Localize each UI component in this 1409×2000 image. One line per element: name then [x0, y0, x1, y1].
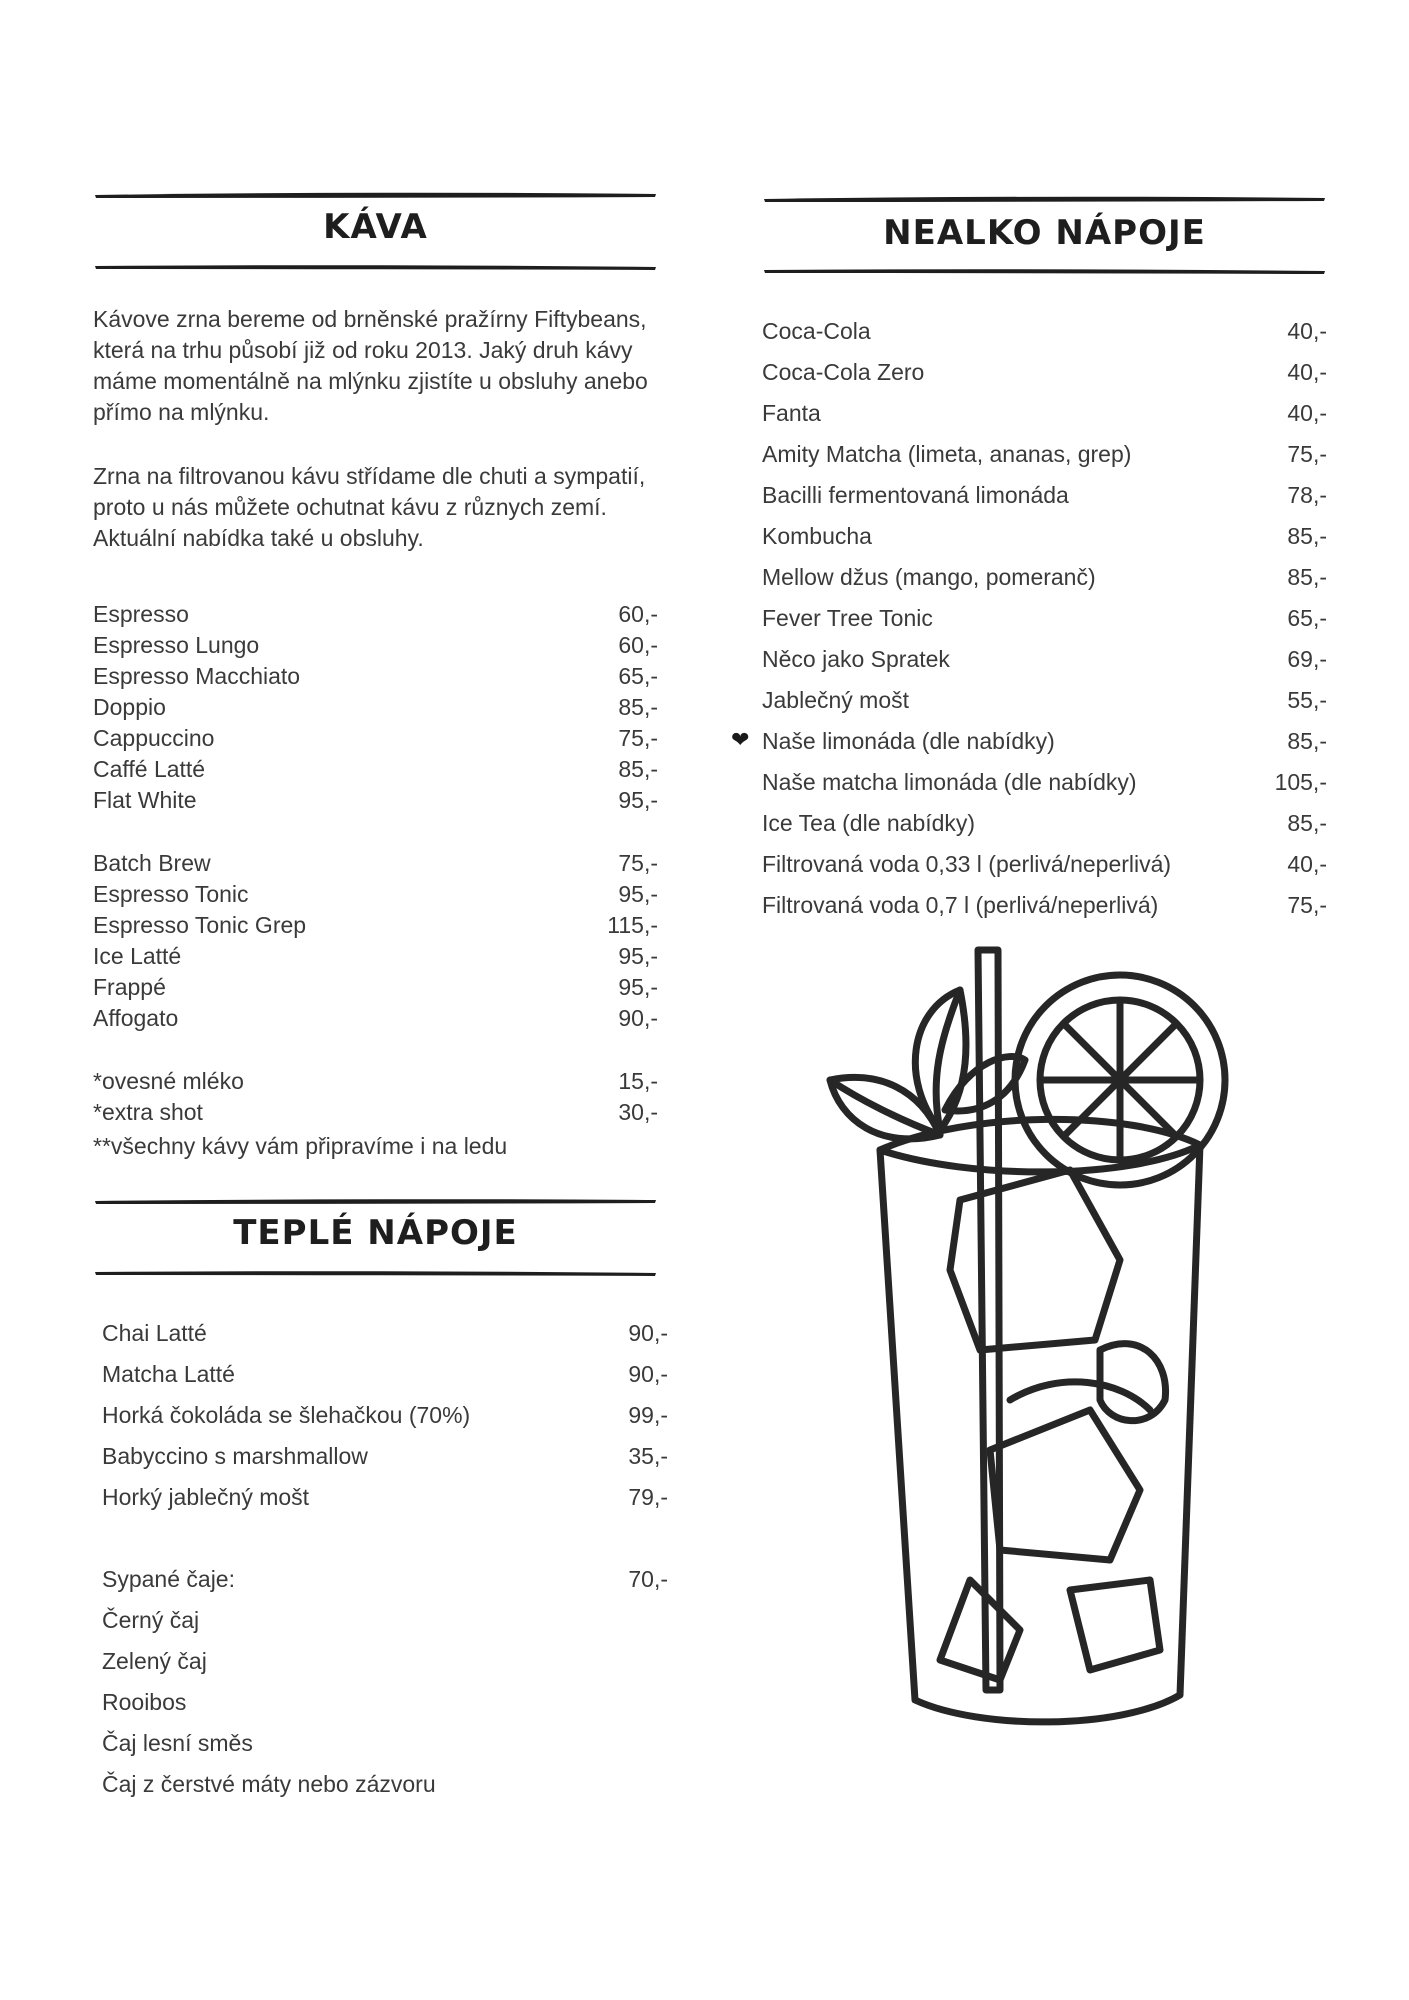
menu-item: [93, 1007, 658, 1030]
item-name: Kombucha: [762, 523, 872, 549]
item-name: Babyccino s marshmallow: [102, 1443, 368, 1469]
intro-line: máme momentálně na mlýnku zjistíte u obsluhy anebo: [93, 368, 648, 394]
tea-item: Čaj z čerstvé máty nebo zázvoru: [102, 1771, 436, 1797]
item-price: 85,-: [1287, 810, 1327, 836]
item-name: Mellow džus (mango, pomeranč): [762, 564, 1096, 590]
intro-line: která na trhu působí již od roku 2013. Jaký druh kávy: [93, 337, 633, 363]
item-price: 75,-: [1287, 441, 1327, 467]
item-name: Espresso Tonic: [93, 881, 249, 907]
menu-item: [102, 1322, 668, 1345]
item-name: Naše matcha limonáda (dle nabídky): [762, 769, 1137, 795]
item-price: 69,-: [1287, 646, 1327, 672]
item-price: 75,-: [1287, 892, 1327, 918]
menu-item: [93, 603, 658, 626]
cocktail-glass-icon: [820, 930, 1280, 1750]
item-price: 40,-: [1287, 318, 1327, 344]
menu-item: [93, 914, 658, 937]
item-name: Ice Latté: [93, 943, 182, 969]
item-price: 40,-: [1287, 851, 1327, 877]
item-name: Batch Brew: [93, 850, 211, 876]
item-name: *extra shot: [93, 1099, 203, 1125]
menu-item: [93, 665, 658, 688]
item-price: 15,-: [618, 1068, 658, 1094]
nealko-title: NEALKO NÁPOJE: [883, 213, 1206, 253]
menu-item: [102, 1445, 668, 1468]
menu-item: [93, 727, 658, 750]
item-price: 85,-: [618, 694, 658, 720]
item-name: Caffé Latté: [93, 756, 206, 782]
item-name: Bacilli fermentovaná limonáda: [762, 482, 1069, 508]
item-price: 95,-: [618, 943, 658, 969]
tea-item: Černý čaj: [102, 1607, 200, 1633]
item-name: Matcha Latté: [102, 1361, 235, 1387]
item-name: Amity Matcha (limeta, ananas, grep): [762, 441, 1132, 467]
item-price: 55,-: [1287, 687, 1327, 713]
item-name: Chai Latté: [102, 1320, 207, 1346]
item-name: Jablečný mošt: [762, 687, 910, 713]
item-name: Espresso Lungo: [93, 632, 260, 658]
item-price: 95,-: [618, 787, 658, 813]
item-price: 115,-: [607, 912, 658, 938]
item-price: 95,-: [618, 974, 658, 1000]
item-name: Coca-Cola Zero: [762, 359, 925, 385]
item-price: 90,-: [618, 1005, 658, 1031]
nealko-header: [762, 194, 1327, 276]
item-price: 95,-: [618, 881, 658, 907]
brush-line-bottom: [762, 266, 1327, 276]
item-name: Horká čokoláda se šlehačkou (70%): [102, 1402, 471, 1428]
item-price: 65,-: [618, 663, 658, 689]
menu-item: [762, 320, 1327, 343]
menu-item: [762, 361, 1327, 384]
menu-item: [93, 789, 658, 812]
menu-item: [93, 1070, 658, 1093]
item-name: Espresso Macchiato: [93, 663, 301, 689]
item-price: 40,-: [1287, 400, 1327, 426]
teple-header: [93, 1196, 658, 1278]
item-name: *ovesné mléko: [93, 1068, 244, 1094]
item-price: 60,-: [618, 601, 658, 627]
item-name: Cappuccino: [93, 725, 215, 751]
intro-line: Zrna na filtrovanou kávu střídame dle chuti a sympatií,: [93, 463, 646, 489]
item-price: 35,-: [628, 1443, 668, 1469]
item-name: Fever Tree Tonic: [762, 605, 933, 631]
menu-item: [762, 689, 1327, 712]
item-price: 75,-: [618, 725, 658, 751]
menu-item: [762, 402, 1327, 425]
menu-item: [93, 945, 658, 968]
menu-item: [762, 607, 1327, 630]
item-name: Ice Tea (dle nabídky): [762, 810, 976, 836]
menu-item: [93, 1101, 658, 1124]
item-name: Coca-Cola: [762, 318, 871, 344]
heart-icon: ❤: [731, 727, 750, 752]
menu-item: [93, 976, 658, 999]
item-name: Horký jablečný mošt: [102, 1484, 310, 1510]
menu-item-featured: [762, 730, 1327, 753]
item-name: Filtrovaná voda 0,7 l (perlivá/neperlivá): [762, 892, 1159, 918]
tea-label: Sypané čaje:: [102, 1566, 235, 1592]
kava-footnote: **všechny kávy vám připravíme i na ledu: [93, 1133, 508, 1159]
item-price: 90,-: [628, 1361, 668, 1387]
brush-line-top: [93, 1196, 658, 1206]
item-price: 40,-: [1287, 359, 1327, 385]
kava-title: KÁVA: [323, 207, 428, 247]
menu-item: [102, 1486, 668, 1509]
brush-line-top: [762, 194, 1327, 204]
menu-item: [93, 883, 658, 906]
item-price: 78,-: [1287, 482, 1327, 508]
item-price: 99,-: [628, 1402, 668, 1428]
item-price: 60,-: [618, 632, 658, 658]
intro-line: přímo na mlýnku.: [93, 399, 270, 425]
menu-item: [102, 1363, 668, 1386]
item-name: Espresso Tonic Grep: [93, 912, 307, 938]
intro-line: Aktuální nabídka také u obsluhy.: [93, 525, 424, 551]
item-price: 85,-: [618, 756, 658, 782]
item-price: 85,-: [1287, 728, 1327, 754]
item-name: Fanta: [762, 400, 821, 426]
item-price: 85,-: [1287, 564, 1327, 590]
tea-header-row: [102, 1568, 668, 1591]
tea-item: Rooibos: [102, 1689, 187, 1715]
item-name: Něco jako Spratek: [762, 646, 950, 672]
item-price: 85,-: [1287, 523, 1327, 549]
kava-intro-1: [93, 304, 648, 428]
item-name: Naše limonáda (dle nabídky): [762, 728, 1055, 754]
item-name: Affogato: [93, 1005, 179, 1031]
item-price: 90,-: [628, 1320, 668, 1346]
brush-line-bottom: [93, 262, 658, 272]
item-name: Flat White: [93, 787, 197, 813]
item-price: 79,-: [628, 1484, 668, 1510]
kava-intro-2: [93, 461, 645, 554]
menu-item: [93, 852, 658, 875]
item-name: Filtrovaná voda 0,33 l (perlivá/neperlivá): [762, 851, 1172, 877]
menu-item: [102, 1404, 668, 1427]
tea-price: 70,-: [628, 1566, 668, 1592]
menu-item: [762, 525, 1327, 548]
item-price: 75,-: [618, 850, 658, 876]
menu-item: [762, 443, 1327, 466]
intro-line: Kávove zrna bereme od brněnské pražírny Fiftybeans,: [93, 306, 647, 332]
menu-item: [762, 812, 1327, 835]
intro-line: proto u nás můžete ochutnat kávu z různych zemí.: [93, 494, 607, 520]
item-price: 65,-: [1287, 605, 1327, 631]
menu-item: [762, 648, 1327, 671]
teple-title: TEPLÉ NÁPOJE: [233, 1213, 518, 1253]
menu-item: [762, 771, 1327, 794]
menu-item: [762, 853, 1327, 876]
tea-item: Čaj lesní směs: [102, 1730, 253, 1756]
kava-header: [93, 190, 658, 272]
item-name: Frappé: [93, 974, 166, 1000]
brush-line-top: [93, 190, 658, 200]
item-price: 30,-: [618, 1099, 658, 1125]
menu-item: [93, 696, 658, 719]
brush-line-bottom: [93, 1268, 658, 1278]
item-name: Doppio: [93, 694, 166, 720]
menu-item: [762, 566, 1327, 589]
item-name: Espresso: [93, 601, 189, 627]
menu-item: [762, 894, 1327, 917]
menu-item: [93, 758, 658, 781]
tea-item: Zelený čaj: [102, 1648, 207, 1674]
menu-item: [93, 634, 658, 657]
menu-item: [762, 484, 1327, 507]
item-price: 105,-: [1274, 769, 1327, 795]
